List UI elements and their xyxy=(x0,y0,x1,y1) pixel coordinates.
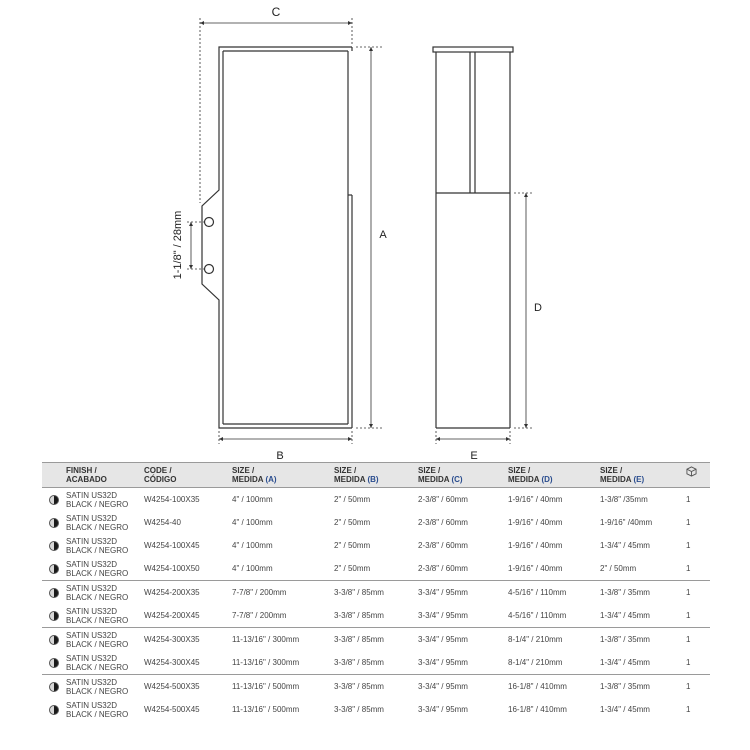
finish-cell xyxy=(66,488,144,512)
finish-swatch-icon xyxy=(49,635,59,645)
header-size-e-code: (E) xyxy=(633,475,645,485)
header-size-d xyxy=(508,463,600,488)
size-a-cell: 11-13/16" / 500mm xyxy=(232,705,300,715)
size-b-cell: 3-3/8" / 85mm xyxy=(334,628,418,652)
label-hole-spacing: 1-1/8" / 28mm xyxy=(172,210,184,280)
header-code-es: CÓDIGO xyxy=(144,475,177,485)
table-header-row xyxy=(42,463,710,488)
code-cell: W4254-100X50 xyxy=(144,564,200,574)
size-d-cell: 1-9/16" / 40mm xyxy=(508,488,600,512)
header-qty xyxy=(686,463,710,488)
header-size-e-es: MEDIDA xyxy=(600,475,634,485)
finish-swatch-cell xyxy=(42,604,66,628)
finish-swatch-cell xyxy=(42,488,66,512)
finish-line-1: SATIN US32D xyxy=(66,677,117,687)
size-a-cell: 4" / 100mm xyxy=(232,488,334,512)
finish-cell xyxy=(66,675,144,699)
size-d-cell: 8-1/4" / 210mm xyxy=(508,658,563,668)
finish-line-1: SATIN US32D xyxy=(66,490,117,500)
code-cell: W4254-300X35 xyxy=(144,628,232,652)
code-cell: W4254-300X45 xyxy=(144,658,200,668)
finish-line-1: SATIN US32D xyxy=(66,606,117,616)
size-a-cell: 11-13/16" / 300mm xyxy=(232,658,300,668)
box-icon xyxy=(686,466,697,477)
size-d-cell: 8-1/4" / 210mm xyxy=(508,628,600,652)
finish-swatch-cell xyxy=(42,675,66,699)
finish-swatch-cell xyxy=(42,511,66,534)
qty-cell: 1 xyxy=(686,541,691,551)
header-size-a xyxy=(232,463,334,488)
mounting-hole-top xyxy=(205,218,214,227)
header-size-d-es: MEDIDA xyxy=(508,475,542,485)
size-b-cell: 2" / 50mm xyxy=(334,518,371,528)
size-e-cell: 1-3/8" / 35mm xyxy=(600,581,686,605)
size-d-cell: 16-1/8" / 410mm xyxy=(508,705,567,715)
header-size-e xyxy=(600,463,686,488)
label-b: B xyxy=(276,450,284,462)
header-code-en: CODE / xyxy=(144,466,172,475)
size-e-cell: 1-3/8" / 35mm xyxy=(600,628,686,652)
code-cell: W4254-100X45 xyxy=(144,541,200,551)
finish-line-1: SATIN US32D xyxy=(66,653,117,663)
qty-cell: 1 xyxy=(686,564,691,574)
size-c-cell: 3-3/4" / 95mm xyxy=(418,675,508,699)
label-e: E xyxy=(470,450,478,462)
size-b-cell: 3-3/8" / 85mm xyxy=(334,581,418,605)
size-e-cell: 1-3/4" / 45mm xyxy=(600,541,650,551)
qty-cell: 1 xyxy=(686,611,691,621)
size-c-cell: 2-3/8" / 60mm xyxy=(418,488,508,512)
size-b-cell: 3-3/8" / 85mm xyxy=(334,658,384,668)
size-a-cell: 4" / 100mm xyxy=(232,518,273,528)
qty-cell: 1 xyxy=(686,658,691,668)
header-size-d-en: SIZE / xyxy=(508,466,531,475)
header-size-d-code: (D) xyxy=(541,475,553,485)
finish-swatch-icon xyxy=(49,705,59,715)
finish-line-2: BLACK / NEGRO xyxy=(66,662,129,672)
side-view xyxy=(433,47,513,428)
spec-table xyxy=(42,462,710,721)
header-size-e-en: SIZE / xyxy=(600,466,623,475)
finish-swatch-icon xyxy=(49,564,59,574)
header-size-b-code: (B) xyxy=(367,475,379,485)
size-b-cell: 2" / 50mm xyxy=(334,564,371,574)
label-c: C xyxy=(271,5,281,19)
finish-line-1: SATIN US32D xyxy=(66,513,117,523)
code-cell: W4254-500X45 xyxy=(144,705,200,715)
size-a-cell: 11-13/16" / 500mm xyxy=(232,675,334,699)
size-a-cell: 7-7/8" / 200mm xyxy=(232,611,287,621)
finish-cell xyxy=(66,557,144,581)
header-size-b xyxy=(334,463,418,488)
size-d-cell: 1-9/16" / 40mm xyxy=(508,564,563,574)
code-cell: W4254-200X35 xyxy=(144,581,232,605)
size-c-cell: 3-3/4" / 95mm xyxy=(418,628,508,652)
qty-cell: 1 xyxy=(686,628,710,652)
label-d: D xyxy=(534,302,542,314)
finish-line-2: BLACK / NEGRO xyxy=(66,592,129,602)
size-b-cell: 3-3/8" / 85mm xyxy=(334,611,384,621)
finish-cell xyxy=(66,651,144,675)
label-a: A xyxy=(379,229,387,241)
finish-cell xyxy=(66,698,144,721)
finish-swatch-cell xyxy=(42,628,66,652)
code-cell: W4254-500X35 xyxy=(144,675,232,699)
finish-cell xyxy=(66,581,144,605)
finish-line-1: SATIN US32D xyxy=(66,583,117,593)
finish-swatch-cell xyxy=(42,557,66,581)
table-row xyxy=(42,628,710,652)
header-finish-es: ACABADO xyxy=(66,475,107,485)
size-a-cell: 11-13/16" / 300mm xyxy=(232,628,334,652)
qty-cell: 1 xyxy=(686,581,710,605)
finish-swatch-cell xyxy=(42,534,66,557)
code-cell: W4254-40 xyxy=(144,518,181,528)
size-e-cell: 1-3/8" /35mm xyxy=(600,488,686,512)
finish-line-2: BLACK / NEGRO xyxy=(66,709,129,719)
table-row xyxy=(42,534,710,557)
finish-swatch-icon xyxy=(49,611,59,621)
size-b-cell: 3-3/8" / 85mm xyxy=(334,675,418,699)
header-finish xyxy=(66,463,144,488)
size-a-cell: 4" / 100mm xyxy=(232,541,273,551)
finish-cell xyxy=(66,628,144,652)
size-d-cell: 16-1/8" / 410mm xyxy=(508,675,600,699)
finish-swatch-cell xyxy=(42,698,66,721)
spec-table-body xyxy=(42,488,710,722)
size-d-cell: 4-5/16" / 110mm xyxy=(508,611,567,621)
table-row xyxy=(42,557,710,581)
qty-cell: 1 xyxy=(686,705,691,715)
finish-cell xyxy=(66,604,144,628)
size-b-cell: 2" / 50mm xyxy=(334,541,371,551)
size-a-cell: 4" / 100mm xyxy=(232,564,273,574)
header-size-a-code: (A) xyxy=(265,475,277,485)
finish-line-1: SATIN US32D xyxy=(66,559,117,569)
size-b-cell: 2" / 50mm xyxy=(334,488,418,512)
header-size-c xyxy=(418,463,508,488)
finish-swatch-cell xyxy=(42,581,66,605)
header-size-b-en: SIZE / xyxy=(334,466,357,475)
size-b-cell: 3-3/8" / 85mm xyxy=(334,705,384,715)
table-row xyxy=(42,511,710,534)
finish-line-2: BLACK / NEGRO xyxy=(66,545,129,555)
size-e-cell: 1-3/4" / 45mm xyxy=(600,705,650,715)
finish-line-2: BLACK / NEGRO xyxy=(66,499,129,509)
size-a-cell: 7-7/8" / 200mm xyxy=(232,581,334,605)
finish-swatch-icon xyxy=(49,495,59,505)
code-cell: W4254-200X45 xyxy=(144,611,200,621)
finish-swatch-icon xyxy=(49,588,59,598)
header-size-a-en: SIZE / xyxy=(232,466,255,475)
finish-line-1: SATIN US32D xyxy=(66,536,117,546)
finish-swatch-icon xyxy=(49,682,59,692)
table-row xyxy=(42,698,710,721)
table-row xyxy=(42,651,710,675)
finish-line-1: SATIN US32D xyxy=(66,630,117,640)
size-e-cell: 1-3/4" / 45mm xyxy=(600,658,650,668)
finish-cell xyxy=(66,534,144,557)
size-d-cell: 1-9/16" / 40mm xyxy=(508,541,563,551)
finish-swatch-icon xyxy=(49,518,59,528)
table-row xyxy=(42,488,710,512)
table-row xyxy=(42,604,710,628)
table-row xyxy=(42,675,710,699)
mounting-hole-bottom xyxy=(205,265,214,274)
finish-swatch-cell xyxy=(42,651,66,675)
qty-cell: 1 xyxy=(686,675,710,699)
size-e-cell: 1-9/16" /40mm xyxy=(600,518,653,528)
finish-line-2: BLACK / NEGRO xyxy=(66,686,129,696)
finish-swatch-icon xyxy=(49,658,59,668)
header-size-c-code: (C) xyxy=(451,475,463,485)
code-cell: W4254-100X35 xyxy=(144,488,232,512)
finish-cell xyxy=(66,511,144,534)
size-c-cell: 2-3/8" / 60mm xyxy=(418,564,468,574)
finish-line-1: SATIN US32D xyxy=(66,700,117,710)
size-d-cell: 4-5/16" / 110mm xyxy=(508,581,600,605)
dimension-d xyxy=(514,193,534,428)
size-c-cell: 2-3/8" / 60mm xyxy=(418,541,468,551)
front-view xyxy=(202,47,352,428)
qty-cell: 1 xyxy=(686,488,710,512)
size-e-cell: 1-3/4" / 45mm xyxy=(600,611,650,621)
size-c-cell: 3-3/4" / 95mm xyxy=(418,658,468,668)
size-c-cell: 3-3/4" / 95mm xyxy=(418,581,508,605)
table-row xyxy=(42,581,710,605)
finish-line-2: BLACK / NEGRO xyxy=(66,522,129,532)
finish-swatch-icon xyxy=(49,541,59,551)
size-e-cell: 2" / 50mm xyxy=(600,564,637,574)
header-size-c-en: SIZE / xyxy=(418,466,441,475)
finish-line-2: BLACK / NEGRO xyxy=(66,615,129,625)
header-size-a-es: MEDIDA xyxy=(232,475,266,485)
header-size-c-es: MEDIDA xyxy=(418,475,452,485)
header-finish-en: FINISH / xyxy=(66,466,97,475)
header-swatch xyxy=(42,463,66,488)
size-c-cell: 3-3/4" / 95mm xyxy=(418,705,468,715)
header-size-b-es: MEDIDA xyxy=(334,475,368,485)
size-e-cell: 1-3/8" / 35mm xyxy=(600,675,686,699)
finish-line-2: BLACK / NEGRO xyxy=(66,639,129,649)
size-c-cell: 2-3/8" / 60mm xyxy=(418,518,468,528)
dimension-b xyxy=(219,431,352,444)
size-d-cell: 1-9/16" / 40mm xyxy=(508,518,563,528)
dimension-e xyxy=(436,431,510,444)
finish-line-2: BLACK / NEGRO xyxy=(66,568,129,578)
size-c-cell: 3-3/4" / 95mm xyxy=(418,611,468,621)
header-code xyxy=(144,463,232,488)
bracket-outline xyxy=(202,47,352,428)
qty-cell: 1 xyxy=(686,518,691,528)
